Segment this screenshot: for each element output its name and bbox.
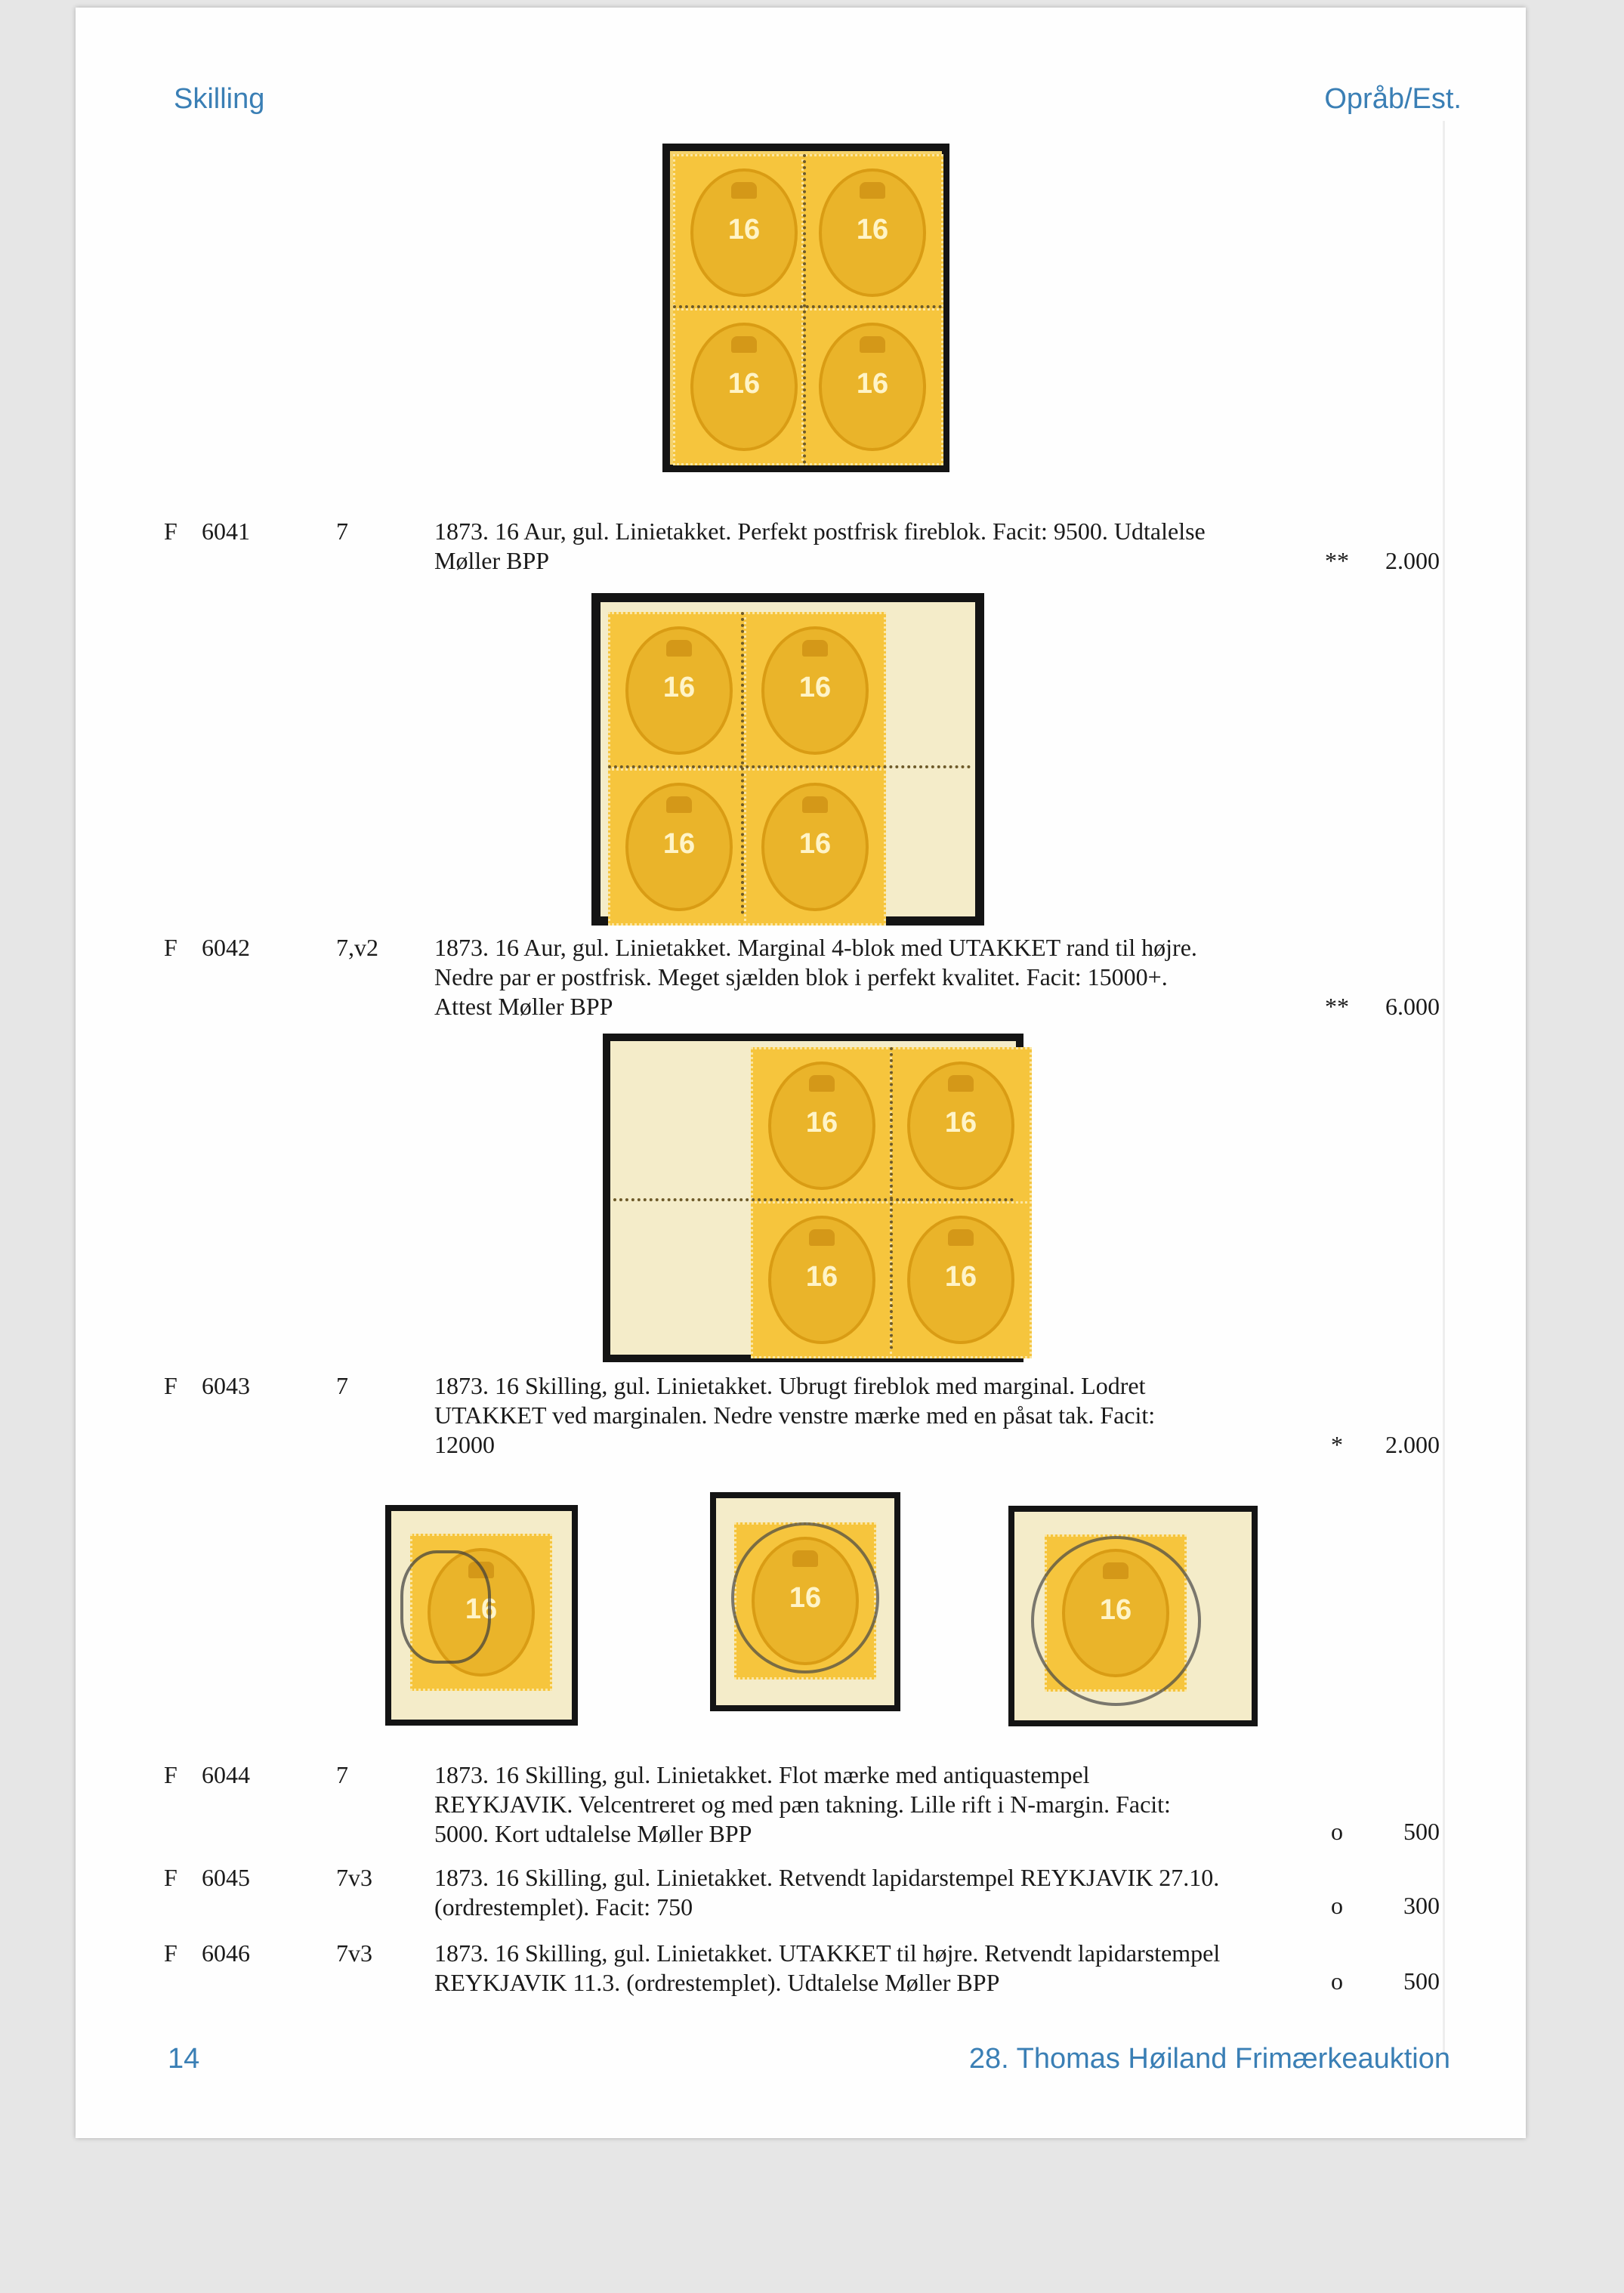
stamp-value: 16 xyxy=(1099,1594,1132,1626)
description-line: UTAKKET ved marginalen. Nedre venstre mærke med en påsat tak. Facit: xyxy=(434,1401,1156,1429)
description-line: 5000. Kort udtalelse Møller BPP xyxy=(434,1820,752,1847)
lot-number: 6046 xyxy=(202,1939,250,1967)
description-line: 1873. 16 Skilling, gul. Linietakket. Ubrugt fireblok med marginal. Lodret xyxy=(434,1372,1146,1399)
catalog-number: 7 xyxy=(336,1761,348,1788)
condition-mark: o xyxy=(1331,1818,1343,1845)
lot-description xyxy=(434,517,1333,576)
stamp-image-lot-6042 xyxy=(591,593,984,926)
estimate: 500 xyxy=(1403,1818,1440,1845)
catalog-number: 7 xyxy=(336,1372,348,1399)
section-title: Skilling xyxy=(174,83,265,115)
catalog-number: 7 xyxy=(336,518,348,545)
lot-prefix: F xyxy=(164,1761,178,1788)
page-number: 14 xyxy=(168,2043,200,2075)
stamp-value: 16 xyxy=(798,672,832,703)
stamp-value: 16 xyxy=(944,1261,977,1293)
lot-prefix: F xyxy=(164,1939,178,1967)
description-line: Møller BPP xyxy=(434,547,550,574)
description-line: REYKJAVIK. Velcentreret og med pæn takning. Lille rift i N-margin. Facit: xyxy=(434,1791,1171,1818)
description-line: 1873. 16 Skilling, gul. Linietakket. UTAKKET til højre. Retvendt lapidarstempel xyxy=(434,1939,1221,1967)
estimate: 6.000 xyxy=(1385,993,1440,1020)
estimate: 2.000 xyxy=(1385,1431,1440,1458)
auction-title: 28. Thomas Høiland Frimærkeauktion xyxy=(968,2043,1450,2075)
stamp-value: 16 xyxy=(727,368,761,400)
stamp-value: 16 xyxy=(856,368,889,400)
column-header-estimate: Opråb/Est. xyxy=(1324,83,1462,115)
stamp-value: 16 xyxy=(465,1593,498,1625)
stamp-value: 16 xyxy=(789,1582,822,1614)
description-line: 1873. 16 Skilling, gul. Linietakket. Flot mærke med antiquastempel xyxy=(434,1761,1090,1788)
description-line: 1873. 16 Aur, gul. Linietakket. Marginal 4-blok med UTAKKET rand til højre. xyxy=(434,934,1197,961)
estimate: 300 xyxy=(1403,1892,1440,1919)
stamp-value: 16 xyxy=(662,828,696,860)
stamp-value: 16 xyxy=(727,214,761,246)
lot-prefix: F xyxy=(164,518,178,545)
description-line: Attest Møller BPP xyxy=(434,993,613,1020)
estimate: 500 xyxy=(1403,1967,1440,1995)
catalog-number: 7v3 xyxy=(336,1864,372,1891)
condition-mark: ** xyxy=(1325,547,1349,574)
lot-number: 6043 xyxy=(202,1372,250,1399)
catalog-number: 7,v2 xyxy=(336,934,378,961)
lot-prefix: F xyxy=(164,1864,178,1891)
lot-number: 6044 xyxy=(202,1761,250,1788)
stamp-image-lot-6046 xyxy=(1008,1506,1258,1726)
lot-number: 6045 xyxy=(202,1864,250,1891)
description-line: Nedre par er postfrisk. Meget sjælden blok i perfekt kvalitet. Facit: 15000+. xyxy=(434,963,1168,990)
description-line: 1873. 16 Aur, gul. Linietakket. Perfekt postfrisk fireblok. Facit: 9500. Udtalelse xyxy=(434,518,1206,545)
stamp-image-lot-6041 xyxy=(662,144,949,472)
description-line: REYKJAVIK 11.3. (ordrestemplet). Udtalelse Møller BPP xyxy=(434,1969,1000,1996)
lot-description xyxy=(434,1939,1333,1998)
stamp-value: 16 xyxy=(805,1107,838,1139)
stamp-value: 16 xyxy=(662,672,696,703)
condition-mark: * xyxy=(1331,1431,1343,1458)
lot-prefix: F xyxy=(164,934,178,961)
condition-mark: o xyxy=(1331,1892,1343,1919)
lot-description xyxy=(434,1371,1333,1460)
lot-number: 6042 xyxy=(202,934,250,961)
catalog-number: 7v3 xyxy=(336,1939,372,1967)
description-line: 1873. 16 Skilling, gul. Linietakket. Retvendt lapidarstempel REYKJAVIK 27.10. xyxy=(434,1864,1220,1891)
lot-description xyxy=(434,1760,1333,1849)
lot-prefix: F xyxy=(164,1372,178,1399)
lot-description xyxy=(434,933,1333,1021)
condition-mark: o xyxy=(1331,1967,1343,1995)
lot-number: 6041 xyxy=(202,518,250,545)
description-line: (ordrestemplet). Facit: 750 xyxy=(434,1893,693,1921)
stamp-image-lot-6044 xyxy=(385,1505,578,1726)
stamp-image-lot-6045 xyxy=(710,1492,900,1711)
stamp-image-lot-6043 xyxy=(603,1034,1023,1362)
stamp-value: 16 xyxy=(805,1261,838,1293)
estimate: 2.000 xyxy=(1385,547,1440,574)
condition-mark: ** xyxy=(1325,993,1349,1020)
stamp-value: 16 xyxy=(856,214,889,246)
lot-description xyxy=(434,1863,1333,1922)
description-line: 12000 xyxy=(434,1431,495,1458)
stamp-value: 16 xyxy=(798,828,832,860)
page-edge-shade xyxy=(1443,121,1445,2055)
stamp-value: 16 xyxy=(944,1107,977,1139)
